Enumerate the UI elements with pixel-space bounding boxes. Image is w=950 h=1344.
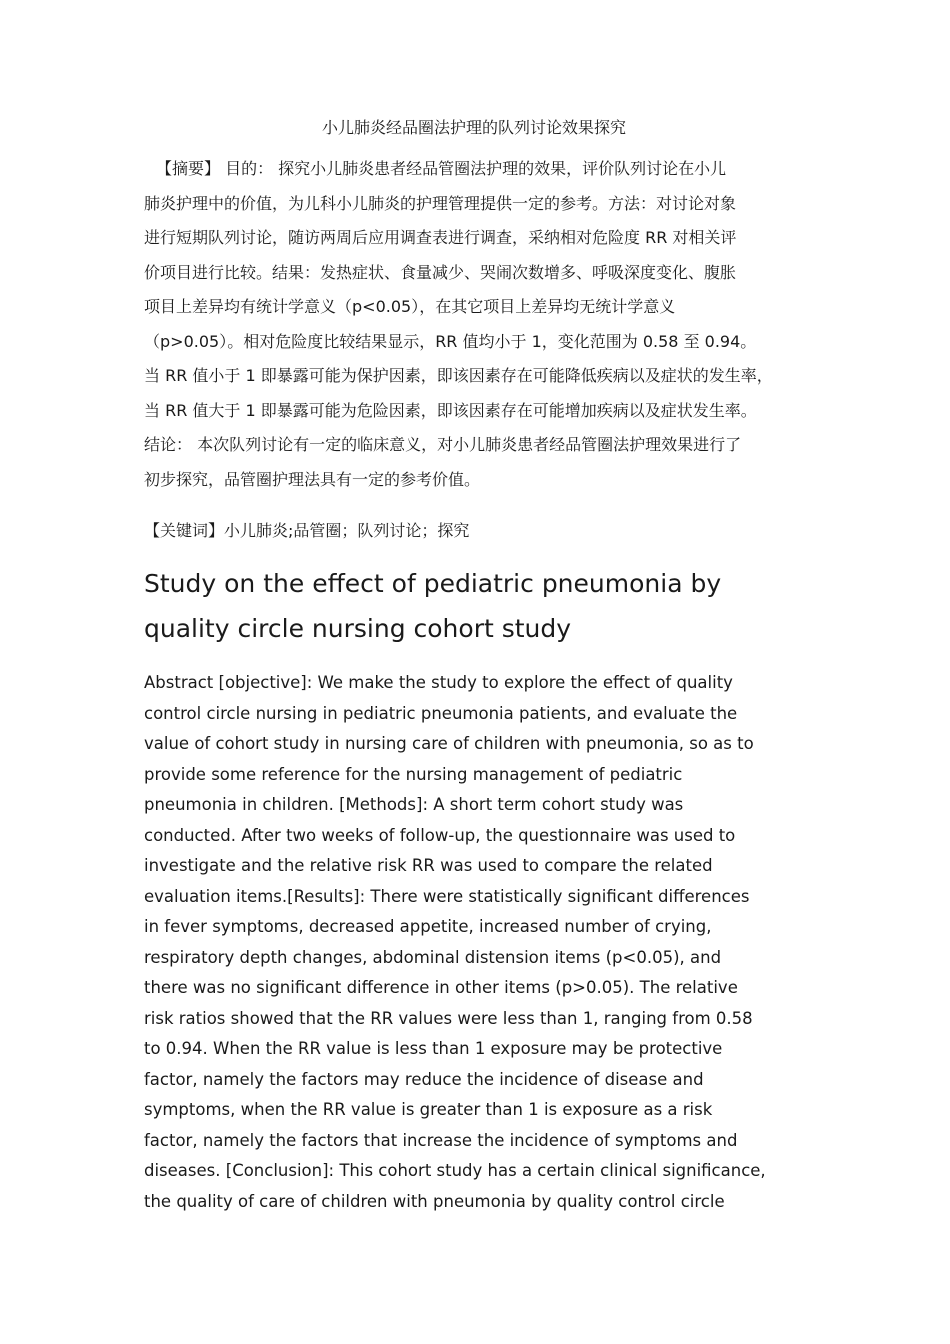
abstract-cn-line: 【摘要】 目的： 探究小儿肺炎患者经品管圈法护理的效果，评价队列讨论在小儿 — [156, 159, 727, 178]
keywords-cn: 【关键词】小儿肺炎;品管圈；队列讨论；探究 — [144, 521, 470, 540]
paper-title-cn: 小儿肺炎经品圈法护理的队列讨论效果探究 — [321, 118, 626, 137]
abstract-en-line: Abstract [objective]: We make the study to explore the effect of quality — [144, 673, 733, 692]
abstract-cn-line: 初步探究，品管圈护理法具有一定的参考价值。 — [144, 469, 481, 489]
abstract-en-line: diseases. [Conclusion]: This cohort study has a certain clinical significance, — [144, 1161, 766, 1180]
abstract-en-line: the quality of care of children with pneumonia by quality control circle — [144, 1191, 725, 1211]
abstract-cn-line: 结论： 本次队列讨论有一定的临床意义，对小儿肺炎患者经品管圈法护理效果进行了 — [144, 435, 742, 454]
abstract-en-line: factor, namely the factors that increase the incidence of symptoms and — [144, 1130, 738, 1150]
title-en-line: quality circle nursing cohort study — [144, 614, 572, 643]
abstract-en-line: respiratory depth changes, abdominal distension items (p<0.05), and — [144, 947, 722, 967]
abstract-en-line: investigate and the relative risk RR was used to compare the related — [144, 856, 713, 875]
abstract-cn-line: 肺炎护理中的价值，为儿科小儿肺炎的护理管理提供一定的参考。方法：对讨论对象 — [144, 193, 737, 213]
abstract-en-line: factor, namely the factors may reduce the incidence of disease and — [144, 1069, 704, 1089]
title-en-line: Study on the effect of pediatric pneumonia by — [144, 569, 722, 598]
abstract-en — [144, 668, 814, 1217]
abstract-cn-line: 进行短期队列讨论，随访两周后应用调查表进行调查，采纳相对危险度 RR 对相关评 — [144, 228, 737, 247]
abstract-en-line: evaluation items.[Results]: There were statistically significant differences — [144, 886, 750, 906]
abstract-cn-line: （p>0.05）。相对危险度比较结果显示，RR 值均小于 1，变化范围为 0.58 至 0.94。 — [144, 331, 757, 351]
abstract-en-line: value of cohort study in nursing care of children with pneumonia, so as to — [144, 734, 754, 753]
abstract-cn-line: 当 RR 值小于 1 即暴露可能为保护因素，即该因素存在可能降低疾病以及症状的发生率， — [144, 366, 773, 385]
abstract-cn-line: 项目上差异均有统计学意义（p<0.05），在其它项目上差异均无统计学意义 — [144, 297, 676, 316]
abstract-en-line: symptoms, when the RR value is greater than 1 is exposure as a risk — [144, 1100, 713, 1119]
abstract-en-line: control circle nursing in pediatric pneumonia patients, and evaluate the — [144, 703, 738, 723]
abstract-en-line: pneumonia in children. [Methods]: A short term cohort study was — [144, 795, 684, 814]
abstract-en-line: risk ratios showed that the RR values were less than 1, ranging from 0.58 — [144, 1008, 753, 1028]
abstract-en-line: to 0.94. When the RR value is less than 1 exposure may be protective — [144, 1039, 723, 1058]
abstract-en-line: provide some reference for the nursing management of pediatric — [144, 764, 683, 784]
abstract-en-line: in fever symptoms, decreased appetite, increased number of crying, — [144, 917, 712, 936]
abstract-cn-line: 价项目进行比较。结果：发热症状、食量减少、哭闹次数增多、呼吸深度变化、腹胀 — [144, 262, 737, 282]
abstract-en-line: there was no significant difference in other items (p>0.05). The relative — [144, 978, 738, 997]
abstract-cn — [144, 152, 816, 497]
abstract-cn-line: 当 RR 值大于 1 即暴露可能为危险因素，即该因素存在可能增加疾病以及症状发生率。 — [144, 400, 757, 420]
abstract-en-line: conducted. After two weeks of follow-up, the questionnaire was used to — [144, 825, 736, 845]
paper-title-en — [144, 561, 804, 651]
